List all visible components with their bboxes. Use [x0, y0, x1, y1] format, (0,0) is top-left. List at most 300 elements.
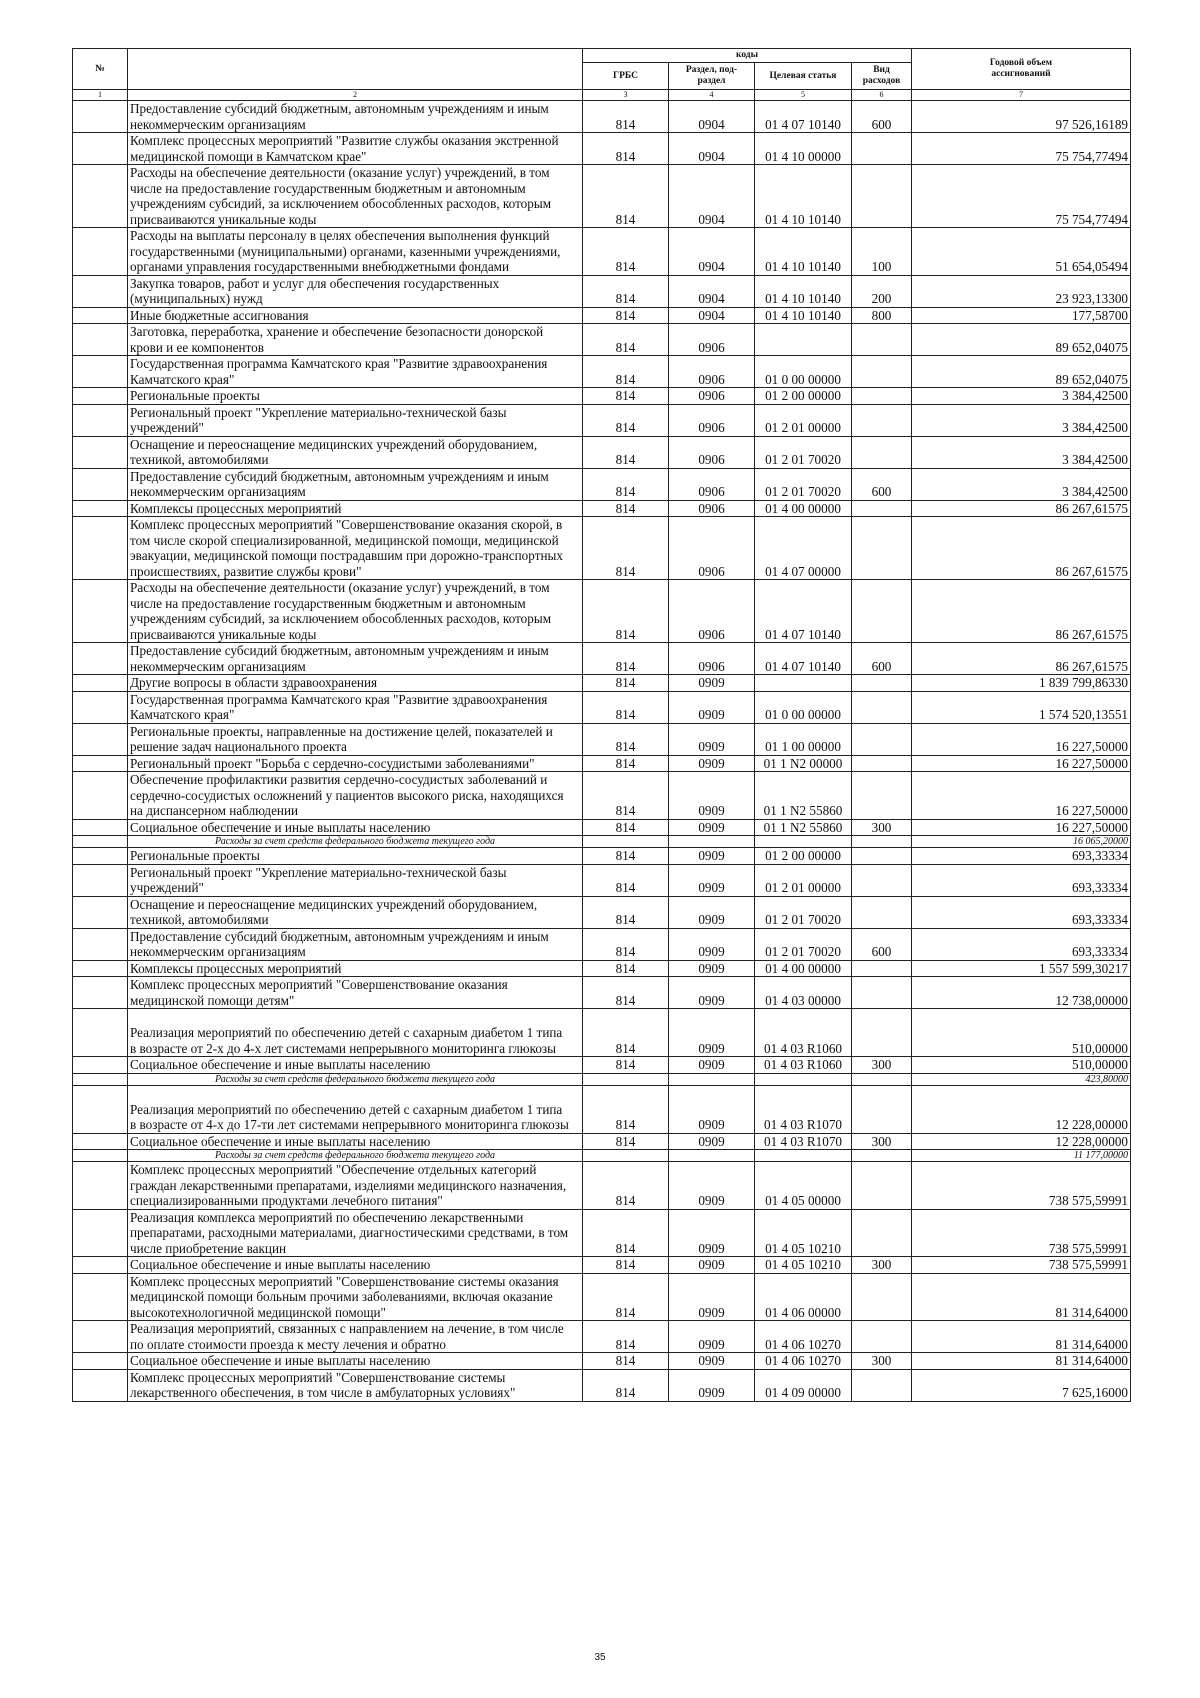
row-name-cell: Региональные проекты [128, 848, 583, 865]
row-section-cell: 0909 [669, 1009, 755, 1057]
row-number-cell [73, 1085, 128, 1133]
row-exp-type-cell [852, 691, 912, 723]
row-section-cell: 0909 [669, 977, 755, 1009]
row-grbs-cell: 814 [583, 101, 669, 133]
row-number-cell [73, 517, 128, 580]
row-number-cell [73, 468, 128, 500]
row-number-cell [73, 324, 128, 356]
table-row [73, 436, 1131, 468]
row-amount-cell: 81 314,64000 [912, 1273, 1131, 1321]
row-section-cell: 0909 [669, 1162, 755, 1210]
row-name-cell: Комплекс процессных мероприятий "Совершенствование оказания скорой, в том числе скорой специализированной, медицинской помощи, медицинской эвакуации, медицинской помощи пострадавшим при дорожно-транспортных происшествиях, развитие службы крови" [128, 517, 583, 580]
row-amount-cell: 3 384,42500 [912, 468, 1131, 500]
row-amount-cell: 3 384,42500 [912, 404, 1131, 436]
table-row [73, 133, 1131, 165]
row-target-cell: 01 4 03 R1070 [755, 1133, 852, 1150]
row-name-cell: Оснащение и переоснащение медицинских учреждений оборудованием, техникой, автомобилями [128, 436, 583, 468]
page-number: 35 [594, 1652, 606, 1663]
row-number-cell [73, 1009, 128, 1057]
header-target: Целевая статья [755, 63, 852, 90]
header-exp-type: Вид расходов [852, 63, 912, 90]
row-amount-cell: 738 575,59991 [912, 1257, 1131, 1274]
header-section: Раздел, под- раздел [669, 63, 755, 90]
row-number-cell [73, 836, 128, 848]
row-section-cell: 0909 [669, 1321, 755, 1353]
col-index: 3 [583, 90, 669, 101]
row-number-cell [73, 436, 128, 468]
row-grbs-cell: 814 [583, 580, 669, 643]
row-section-cell: 0909 [669, 1369, 755, 1401]
row-exp-type-cell [852, 675, 912, 692]
row-number-cell [73, 1057, 128, 1074]
row-section-cell: 0909 [669, 848, 755, 865]
row-section-cell: 0906 [669, 356, 755, 388]
row-grbs-cell: 814 [583, 1162, 669, 1210]
row-number-cell [73, 755, 128, 772]
row-grbs-cell: 814 [583, 436, 669, 468]
row-exp-type-cell: 600 [852, 468, 912, 500]
row-number-cell [73, 1273, 128, 1321]
row-exp-type-cell [852, 1162, 912, 1210]
table-row [73, 1257, 1131, 1274]
row-name-cell: Комплекс процессных мероприятий "Совершенствование системы лекарственного обеспечения, в том числе в амбулаторных условиях" [128, 1369, 583, 1401]
row-section-cell: 0909 [669, 819, 755, 836]
row-name-cell: Реализация мероприятий по обеспечению детей с сахарным диабетом 1 типа в возрасте от 4-х до 17-ти лет системами непрерывного мониторинга глюкозы [128, 1085, 583, 1133]
row-target-cell: 01 2 01 70020 [755, 436, 852, 468]
row-name-cell: Обеспечение профилактики развития сердечно-сосудистых заболеваний и сердечно-сосудистых осложнений у пациентов высокого риска, находящихся на диспансерном наблюдении [128, 772, 583, 820]
row-grbs-cell [583, 1150, 669, 1162]
row-grbs-cell: 814 [583, 1369, 669, 1401]
row-number-cell [73, 500, 128, 517]
row-name-cell: Социальное обеспечение и иные выплаты населению [128, 1353, 583, 1370]
row-section-cell: 0906 [669, 404, 755, 436]
row-amount-cell: 86 267,61575 [912, 580, 1131, 643]
row-exp-type-cell [852, 1321, 912, 1353]
row-name-cell: Предоставление субсидий бюджетным, автономным учреждениям и иным некоммерческим организациям [128, 468, 583, 500]
table-row [73, 864, 1131, 896]
row-section-cell: 0909 [669, 896, 755, 928]
row-number-cell [73, 864, 128, 896]
row-section-cell: 0909 [669, 1209, 755, 1257]
row-exp-type-cell: 600 [852, 928, 912, 960]
row-target-cell: 01 4 05 10210 [755, 1209, 852, 1257]
row-exp-type-cell [852, 133, 912, 165]
row-exp-type-cell [852, 324, 912, 356]
row-amount-cell: 693,33334 [912, 928, 1131, 960]
row-number-cell [73, 723, 128, 755]
row-number-cell [73, 275, 128, 307]
row-exp-type-cell: 300 [852, 1057, 912, 1074]
row-target-cell: 01 4 06 00000 [755, 1273, 852, 1321]
row-name-cell: Социальное обеспечение и иные выплаты населению [128, 1057, 583, 1074]
row-amount-cell: 738 575,59991 [912, 1162, 1131, 1210]
row-target-cell: 01 4 10 00000 [755, 133, 852, 165]
table-row [73, 896, 1131, 928]
row-number-cell [73, 1162, 128, 1210]
row-name-cell: Региональный проект "Укрепление материально-технической базы учреждений" [128, 404, 583, 436]
row-number-cell [73, 1150, 128, 1162]
row-grbs-cell: 814 [583, 468, 669, 500]
row-number-cell [73, 307, 128, 324]
col-index: 4 [669, 90, 755, 101]
row-number-cell [73, 1133, 128, 1150]
row-section-cell: 0906 [669, 436, 755, 468]
row-amount-cell: 86 267,61575 [912, 500, 1131, 517]
budget-table [72, 48, 1131, 1402]
table-row [73, 1369, 1131, 1401]
row-amount-cell: 3 384,42500 [912, 388, 1131, 405]
row-number-cell [73, 772, 128, 820]
row-amount-cell: 3 384,42500 [912, 436, 1131, 468]
federal-subtotal-row [73, 836, 1131, 848]
table-row [73, 1273, 1131, 1321]
row-target-cell: 01 2 01 70020 [755, 928, 852, 960]
row-name-cell: Расходы за счет средств федерального бюджета текущего года [128, 1073, 583, 1085]
row-amount-cell: 1 574 520,13551 [912, 691, 1131, 723]
row-number-cell [73, 819, 128, 836]
row-exp-type-cell [852, 1273, 912, 1321]
row-grbs-cell: 814 [583, 960, 669, 977]
row-amount-cell: 86 267,61575 [912, 517, 1131, 580]
row-exp-type-cell [852, 723, 912, 755]
table-row [73, 1085, 1131, 1133]
row-amount-cell: 23 923,13300 [912, 275, 1131, 307]
row-grbs-cell: 814 [583, 275, 669, 307]
row-number-cell [73, 388, 128, 405]
table-row [73, 324, 1131, 356]
row-section-cell: 0906 [669, 468, 755, 500]
row-grbs-cell: 814 [583, 500, 669, 517]
row-target-cell: 01 4 00 00000 [755, 500, 852, 517]
table-row [73, 1321, 1131, 1353]
row-target-cell: 01 2 00 00000 [755, 848, 852, 865]
row-section-cell: 0909 [669, 1085, 755, 1133]
row-target-cell: 01 4 06 10270 [755, 1353, 852, 1370]
row-target-cell: 01 4 09 00000 [755, 1369, 852, 1401]
row-name-cell: Комплексы процессных мероприятий [128, 500, 583, 517]
table-row [73, 101, 1131, 133]
table-row [73, 1133, 1131, 1150]
row-name-cell: Реализация мероприятий по обеспечению детей с сахарным диабетом 1 типа в возрасте от 2-х до 4-х лет системами непрерывного мониторинга глюкозы [128, 1009, 583, 1057]
row-exp-type-cell: 300 [852, 1133, 912, 1150]
row-name-cell: Другие вопросы в области здравоохранения [128, 675, 583, 692]
row-number-cell [73, 1073, 128, 1085]
row-target-cell [755, 324, 852, 356]
row-number-cell [73, 1209, 128, 1257]
row-section-cell: 0906 [669, 324, 755, 356]
row-grbs-cell: 814 [583, 1057, 669, 1074]
table-row [73, 580, 1131, 643]
row-number-cell [73, 960, 128, 977]
header-num: № [73, 49, 128, 90]
row-amount-cell: 1 839 799,86330 [912, 675, 1131, 692]
row-number-cell [73, 356, 128, 388]
row-section-cell: 0906 [669, 388, 755, 405]
row-exp-type-cell [852, 864, 912, 896]
row-number-cell [73, 1353, 128, 1370]
row-name-cell: Государственная программа Камчатского края "Развитие здравоохранения Камчатского края" [128, 691, 583, 723]
row-grbs-cell [583, 836, 669, 848]
row-amount-cell: 75 754,77494 [912, 165, 1131, 228]
row-target-cell: 01 4 10 10140 [755, 165, 852, 228]
table-row [73, 517, 1131, 580]
row-amount-cell: 12 228,00000 [912, 1085, 1131, 1133]
row-amount-cell: 89 652,04075 [912, 356, 1131, 388]
row-section-cell: 0909 [669, 864, 755, 896]
row-grbs-cell: 814 [583, 356, 669, 388]
table-row [73, 228, 1131, 276]
row-exp-type-cell: 800 [852, 307, 912, 324]
row-grbs-cell: 814 [583, 819, 669, 836]
table-row [73, 500, 1131, 517]
row-grbs-cell: 814 [583, 691, 669, 723]
row-target-cell: 01 0 00 00000 [755, 356, 852, 388]
row-amount-cell: 423,80000 [912, 1073, 1131, 1085]
table-row [73, 772, 1131, 820]
row-name-cell: Реализация комплекса мероприятий по обеспечению лекарственными препаратами, расходными материалами, диагностическими средствами, в том числе приобретение вакцин [128, 1209, 583, 1257]
row-exp-type-cell [852, 755, 912, 772]
row-grbs-cell: 814 [583, 307, 669, 324]
row-target-cell: 01 2 01 70020 [755, 468, 852, 500]
row-target-cell [755, 1150, 852, 1162]
row-grbs-cell: 814 [583, 864, 669, 896]
row-exp-type-cell: 300 [852, 819, 912, 836]
row-target-cell: 01 4 05 00000 [755, 1162, 852, 1210]
row-grbs-cell: 814 [583, 165, 669, 228]
row-amount-cell: 1 557 599,30217 [912, 960, 1131, 977]
row-exp-type-cell: 600 [852, 101, 912, 133]
row-grbs-cell: 814 [583, 404, 669, 436]
row-grbs-cell: 814 [583, 388, 669, 405]
row-grbs-cell: 814 [583, 772, 669, 820]
row-section-cell [669, 1150, 755, 1162]
row-exp-type-cell [852, 165, 912, 228]
row-exp-type-cell: 100 [852, 228, 912, 276]
row-exp-type-cell [852, 772, 912, 820]
row-section-cell: 0904 [669, 165, 755, 228]
row-amount-cell: 510,00000 [912, 1057, 1131, 1074]
table-row [73, 404, 1131, 436]
row-target-cell: 01 4 03 R1070 [755, 1085, 852, 1133]
row-target-cell: 01 4 07 10140 [755, 101, 852, 133]
row-grbs-cell: 814 [583, 1321, 669, 1353]
budget-table-sheet [72, 48, 1130, 1402]
row-name-cell: Закупка товаров, работ и услуг для обеспечения государственных (муниципальных) нужд [128, 275, 583, 307]
row-section-cell: 0906 [669, 517, 755, 580]
row-amount-cell: 177,58700 [912, 307, 1131, 324]
row-name-cell: Региональные проекты, направленные на достижение целей, показателей и решение задач национального проекта [128, 723, 583, 755]
row-section-cell: 0906 [669, 643, 755, 675]
row-exp-type-cell [852, 1073, 912, 1085]
row-section-cell: 0904 [669, 133, 755, 165]
row-section-cell [669, 1073, 755, 1085]
row-name-cell: Иные бюджетные ассигнования [128, 307, 583, 324]
col-index: 7 [912, 90, 1131, 101]
row-name-cell: Оснащение и переоснащение медицинских учреждений оборудованием, техникой, автомобилями [128, 896, 583, 928]
table-row [73, 165, 1131, 228]
row-name-cell: Комплекс процессных мероприятий "Развитие службы оказания экстренной медицинской помощи в Камчатском крае" [128, 133, 583, 165]
row-section-cell: 0904 [669, 275, 755, 307]
row-exp-type-cell [852, 960, 912, 977]
row-name-cell: Реализация мероприятий, связанных с направлением на лечение, в том числе по оплате стоимости проезда к месту лечения и обратно [128, 1321, 583, 1353]
row-name-cell: Комплексы процессных мероприятий [128, 960, 583, 977]
row-section-cell: 0906 [669, 500, 755, 517]
federal-subtotal-row [73, 1150, 1131, 1162]
row-target-cell: 01 4 07 00000 [755, 517, 852, 580]
row-name-cell: Комплекс процессных мероприятий "Обеспечение отдельных категорий граждан лекарственными препаратами, изделиями медицинского назначения, специализированными продуктами лечебного питания" [128, 1162, 583, 1210]
row-amount-cell: 11 177,00000 [912, 1150, 1131, 1162]
row-grbs-cell: 814 [583, 755, 669, 772]
row-exp-type-cell [852, 580, 912, 643]
col-index: 1 [73, 90, 128, 101]
row-section-cell: 0906 [669, 580, 755, 643]
row-grbs-cell: 814 [583, 896, 669, 928]
row-amount-cell: 89 652,04075 [912, 324, 1131, 356]
row-exp-type-cell: 300 [852, 1353, 912, 1370]
row-name-cell: Заготовка, переработка, хранение и обеспечение безопасности донорской крови и ее компонентов [128, 324, 583, 356]
row-grbs-cell [583, 1073, 669, 1085]
row-exp-type-cell [852, 1009, 912, 1057]
col-index: 2 [128, 90, 583, 101]
table-row [73, 691, 1131, 723]
row-exp-type-cell [852, 404, 912, 436]
row-exp-type-cell [852, 836, 912, 848]
row-grbs-cell: 814 [583, 928, 669, 960]
row-target-cell: 01 2 01 00000 [755, 404, 852, 436]
row-name-cell: Расходы на обеспечение деятельности (оказание услуг) учреждений, в том числе на предоставление государственным бюджетным и автономным учреждениям субсидий, за исключением обособленных расходов, которым присваиваются уникальные коды [128, 580, 583, 643]
col-index: 6 [852, 90, 912, 101]
row-section-cell: 0909 [669, 772, 755, 820]
row-exp-type-cell [852, 500, 912, 517]
row-number-cell [73, 580, 128, 643]
row-section-cell: 0909 [669, 755, 755, 772]
row-grbs-cell: 814 [583, 723, 669, 755]
row-section-cell: 0909 [669, 723, 755, 755]
row-target-cell [755, 675, 852, 692]
header-grbs: ГРБС [583, 63, 669, 90]
row-target-cell: 01 1 00 00000 [755, 723, 852, 755]
row-target-cell: 01 4 03 00000 [755, 977, 852, 1009]
row-amount-cell: 75 754,77494 [912, 133, 1131, 165]
table-row [73, 388, 1131, 405]
row-name-cell: Расходы за счет средств федерального бюджета текущего года [128, 836, 583, 848]
row-name-cell: Социальное обеспечение и иные выплаты населению [128, 819, 583, 836]
row-number-cell [73, 165, 128, 228]
row-section-cell: 0909 [669, 691, 755, 723]
row-amount-cell: 86 267,61575 [912, 643, 1131, 675]
row-name-cell: Социальное обеспечение и иные выплаты населению [128, 1257, 583, 1274]
row-grbs-cell: 814 [583, 133, 669, 165]
header-name-blank [128, 49, 583, 90]
table-row [73, 468, 1131, 500]
row-number-cell [73, 1321, 128, 1353]
table-row [73, 1009, 1131, 1057]
row-target-cell: 01 2 01 70020 [755, 896, 852, 928]
row-exp-type-cell [852, 1369, 912, 1401]
row-amount-cell: 16 227,50000 [912, 819, 1131, 836]
row-grbs-cell: 814 [583, 643, 669, 675]
row-name-cell: Региональный проект "Укрепление материально-технической базы учреждений" [128, 864, 583, 896]
row-target-cell: 01 2 01 00000 [755, 864, 852, 896]
row-exp-type-cell [852, 388, 912, 405]
table-row [73, 960, 1131, 977]
row-section-cell [669, 836, 755, 848]
row-amount-cell: 51 654,05494 [912, 228, 1131, 276]
table-row [73, 755, 1131, 772]
row-number-cell [73, 228, 128, 276]
row-amount-cell: 12 738,00000 [912, 977, 1131, 1009]
row-amount-cell: 7 625,16000 [912, 1369, 1131, 1401]
table-row [73, 1209, 1131, 1257]
row-number-cell [73, 1257, 128, 1274]
row-exp-type-cell: 300 [852, 1257, 912, 1274]
row-target-cell: 01 1 N2 55860 [755, 772, 852, 820]
row-target-cell: 01 4 03 R1060 [755, 1009, 852, 1057]
row-target-cell: 01 4 10 10140 [755, 228, 852, 276]
row-section-cell: 0909 [669, 675, 755, 692]
row-number-cell [73, 643, 128, 675]
row-amount-cell: 510,00000 [912, 1009, 1131, 1057]
row-number-cell [73, 977, 128, 1009]
row-section-cell: 0909 [669, 1133, 755, 1150]
row-grbs-cell: 814 [583, 228, 669, 276]
table-row [73, 977, 1131, 1009]
table-row [73, 848, 1131, 865]
table-row [73, 1353, 1131, 1370]
row-amount-cell: 738 575,59991 [912, 1209, 1131, 1257]
row-amount-cell: 16 227,50000 [912, 723, 1131, 755]
row-amount-cell: 81 314,64000 [912, 1353, 1131, 1370]
row-target-cell [755, 1073, 852, 1085]
row-number-cell [73, 675, 128, 692]
row-exp-type-cell [852, 848, 912, 865]
row-amount-cell: 693,33334 [912, 896, 1131, 928]
col-index: 5 [755, 90, 852, 101]
row-number-cell [73, 1369, 128, 1401]
row-exp-type-cell [852, 517, 912, 580]
row-number-cell [73, 404, 128, 436]
row-section-cell: 0909 [669, 928, 755, 960]
row-grbs-cell: 814 [583, 1353, 669, 1370]
row-grbs-cell: 814 [583, 675, 669, 692]
row-grbs-cell: 814 [583, 1209, 669, 1257]
row-amount-cell: 16 065,20000 [912, 836, 1131, 848]
row-name-cell: Расходы на выплаты персоналу в целях обеспечения выполнения функций государственными (муниципальными) органами, казенными учреждениями, органами управления государственными внебюджетными фондами [128, 228, 583, 276]
row-exp-type-cell [852, 436, 912, 468]
row-target-cell: 01 1 N2 55860 [755, 819, 852, 836]
row-name-cell: Региональные проекты [128, 388, 583, 405]
table-row [73, 819, 1131, 836]
table-row [73, 723, 1131, 755]
row-target-cell: 01 4 03 R1060 [755, 1057, 852, 1074]
table-row [73, 675, 1131, 692]
row-grbs-cell: 814 [583, 1009, 669, 1057]
table-body [73, 101, 1131, 1402]
row-grbs-cell: 814 [583, 1085, 669, 1133]
header-volume: Годовой объем ассигнований [912, 49, 1131, 90]
row-name-cell: Предоставление субсидий бюджетным, автономным учреждениям и иным некоммерческим организациям [128, 101, 583, 133]
row-target-cell: 01 4 06 10270 [755, 1321, 852, 1353]
row-target-cell: 01 0 00 00000 [755, 691, 852, 723]
row-exp-type-cell [852, 896, 912, 928]
row-target-cell: 01 1 N2 00000 [755, 755, 852, 772]
header-codes-group: коды [583, 49, 912, 63]
row-amount-cell: 97 526,16189 [912, 101, 1131, 133]
row-number-cell [73, 896, 128, 928]
table-row [73, 356, 1131, 388]
row-target-cell: 01 4 00 00000 [755, 960, 852, 977]
row-section-cell: 0909 [669, 1257, 755, 1274]
